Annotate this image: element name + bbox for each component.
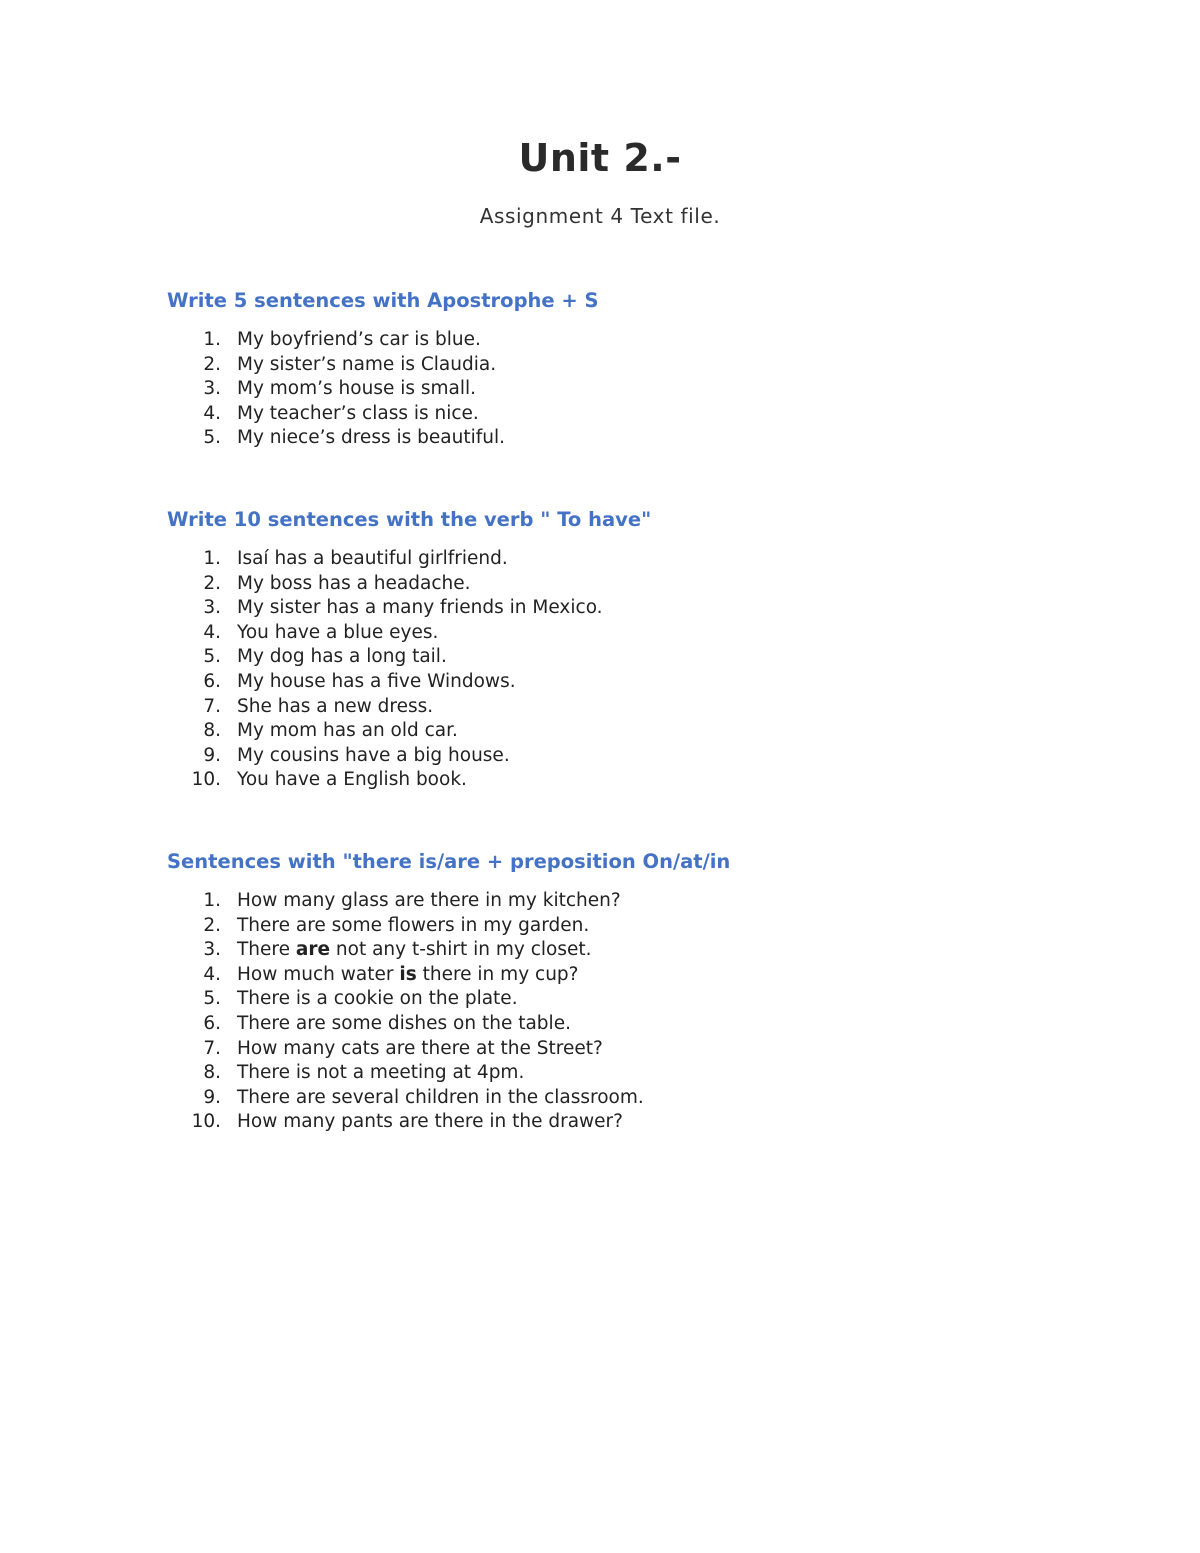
list-item — [167, 719, 1067, 744]
sentence-list — [167, 328, 1067, 451]
list-number: 10. — [191, 769, 221, 791]
list-item — [167, 353, 1067, 378]
list-item — [167, 695, 1067, 720]
list-number: 3. — [203, 597, 221, 619]
list-item — [167, 914, 1067, 939]
list-item — [167, 572, 1067, 597]
list-item — [167, 645, 1067, 670]
list-item — [167, 987, 1067, 1012]
list-item — [167, 1012, 1067, 1037]
list-text: There are some flowers in my garden. — [237, 914, 590, 936]
list-item — [167, 596, 1067, 621]
list-item — [167, 1037, 1067, 1062]
list-text: My sister has a many friends in Mexico. — [237, 597, 603, 619]
list-item — [167, 1110, 1067, 1135]
list-text — [237, 938, 592, 963]
list-number: 2. — [203, 572, 221, 594]
list-number: 7. — [203, 695, 221, 717]
section-to-have — [167, 507, 1067, 793]
list-text: You have a English book. — [237, 769, 467, 791]
list-text: My teacher’s class is nice. — [237, 402, 479, 424]
list-text: There is not a meeting at 4pm. — [237, 1062, 525, 1084]
list-text — [237, 963, 578, 988]
list-text: My niece’s dress is beautiful. — [237, 427, 505, 449]
bold-word: is — [399, 963, 417, 985]
list-item — [167, 963, 1067, 988]
list-text: My boyfriend’s car is blue. — [237, 329, 481, 350]
list-item — [167, 402, 1067, 427]
list-text: There is a cookie on the plate. — [237, 988, 518, 1010]
list-number: 8. — [203, 1062, 221, 1084]
list-number: 4. — [203, 621, 221, 643]
list-text: My sister’s name is Claudia. — [237, 353, 497, 375]
list-item — [167, 670, 1067, 695]
list-item — [167, 377, 1067, 402]
list-item — [167, 1061, 1067, 1086]
list-number: 5. — [203, 988, 221, 1010]
list-text: You have a blue eyes. — [237, 621, 439, 643]
list-number: 1. — [203, 329, 221, 350]
section-heading: Sentences with "there is/are + preposition On/at/in — [167, 850, 731, 873]
list-number: 6. — [203, 670, 221, 692]
document-subtitle: Assignment 4 Text file. — [479, 204, 721, 228]
list-item — [167, 768, 1067, 793]
list-number: 7. — [203, 1037, 221, 1059]
text-segment: not any t-shirt in my closet. — [330, 939, 592, 961]
list-text: My dog has a long tail. — [237, 646, 447, 668]
list-text: My boss has a headache. — [237, 572, 471, 594]
section-there-is-are — [167, 849, 1067, 1135]
list-text: My house has a five Windows. — [237, 670, 516, 692]
list-number: 5. — [203, 646, 221, 668]
section-heading: Write 5 sentences with Apostrophe + S — [167, 289, 599, 312]
list-text: How many glass are there in my kitchen? — [237, 890, 621, 911]
list-item — [167, 1086, 1067, 1111]
list-number: 2. — [203, 353, 221, 375]
list-text: My cousins have a big house. — [237, 744, 510, 766]
text-segment: There — [237, 939, 296, 961]
list-item — [167, 547, 1067, 572]
list-text: How many pants are there in the drawer? — [237, 1111, 623, 1133]
list-number: 2. — [203, 914, 221, 936]
list-item — [167, 889, 1067, 914]
text-segment: How much water — [237, 963, 400, 985]
section-heading: Write 10 sentences with the verb " To have" — [167, 508, 652, 531]
list-text: My mom has an old car. — [237, 720, 458, 742]
list-number: 4. — [203, 963, 221, 985]
list-item — [167, 744, 1067, 769]
text-segment: there in my cup? — [416, 963, 579, 985]
list-number: 1. — [203, 890, 221, 911]
list-number: 3. — [203, 378, 221, 400]
list-item — [167, 328, 1067, 353]
list-text: She has a new dress. — [237, 695, 434, 717]
list-number: 6. — [203, 1012, 221, 1034]
list-text: Isaí has a beautiful girlfriend. — [237, 548, 508, 569]
list-text: There are several children in the classroom. — [237, 1086, 644, 1108]
list-item — [167, 426, 1067, 451]
list-number: 9. — [203, 744, 221, 766]
sentence-list — [167, 889, 1067, 1135]
list-number: 1. — [203, 548, 221, 569]
sentence-list — [167, 547, 1067, 793]
list-number: 3. — [203, 939, 221, 961]
list-number: 4. — [203, 402, 221, 424]
list-text: How many cats are there at the Street? — [237, 1037, 603, 1059]
document-title: Unit 2.- — [518, 136, 682, 180]
section-apostrophe-s — [167, 288, 1067, 451]
list-number: 10. — [191, 1111, 221, 1133]
list-number: 8. — [203, 720, 221, 742]
list-number: 9. — [203, 1086, 221, 1108]
list-item — [167, 938, 1067, 963]
bold-word: are — [295, 939, 331, 961]
list-number: 5. — [203, 427, 221, 449]
list-text: My mom’s house is small. — [237, 378, 477, 400]
list-text: There are some dishes on the table. — [237, 1012, 571, 1034]
list-item — [167, 621, 1067, 646]
